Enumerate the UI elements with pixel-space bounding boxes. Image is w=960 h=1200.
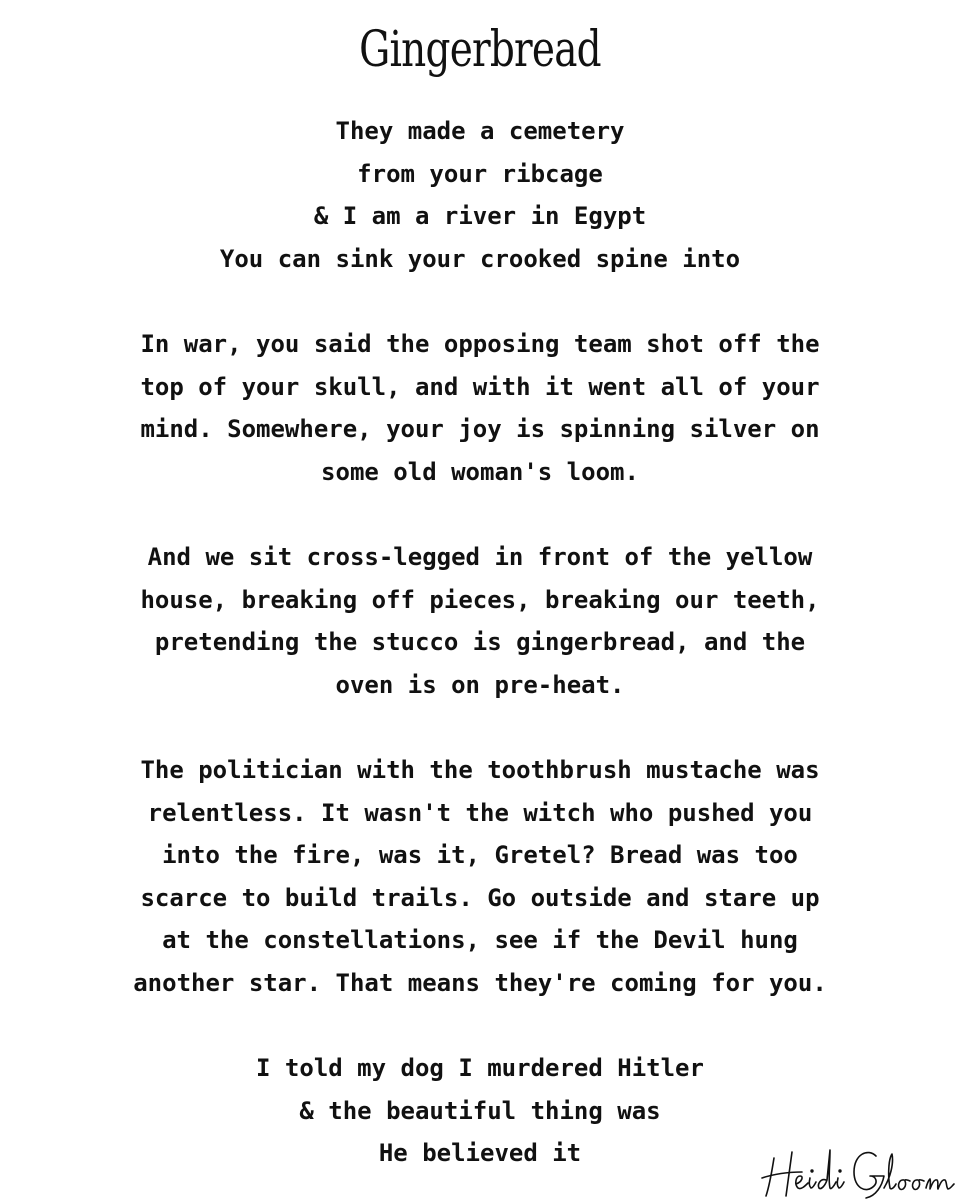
poem-body [0,110,960,1175]
poem-line: & the beautiful thing was [299,1096,661,1125]
poem-line: oven is on pre-heat. [335,670,625,699]
stanza-break [0,493,960,536]
poem-line: The politician with the toothbrush mustache was [140,755,820,784]
stanza-2 [0,323,960,493]
poem-line: mind. Somewhere, your joy is spinning silver on [140,415,820,444]
poem-line: He believed it [378,1139,582,1168]
poem-line: They made a cemetery [335,117,625,145]
poem-line: & I am a river in Egypt [313,202,647,231]
poem-line: relentless. It wasn't the witch who pushed you [147,798,813,827]
poem-line: from your ribcage [357,159,603,188]
poem-line: pretending the stucco is gingerbread, and the [154,628,806,657]
poem-line: I told my dog I murdered Hitler [256,1054,704,1083]
poem-line: some old woman's loom. [321,457,639,486]
poem-line: at the constellations, see if the Devil hung [162,926,798,955]
poem-title: Gingerbread [359,20,601,78]
stanza-3 [0,536,960,706]
stanza-break [0,1004,960,1047]
stanza-4 [0,749,960,1005]
poem-line: You can sink your crooked spine into [219,244,741,273]
poem-line: And we sit cross-legged in front of the yellow [147,542,813,571]
poem-line: scarce to build trails. Go outside and stare up [140,883,820,912]
poem-line: another star. That means they're coming for you. [133,968,827,997]
stanza-break [0,706,960,749]
poem-line: top of your skull, and with it went all of your [140,372,820,401]
stanza-break [0,280,960,323]
signature [758,1138,958,1200]
poem-line: In war, you said the opposing team shot off the [140,329,820,358]
poem-line: into the fire, was it, Gretel? Bread was too [162,841,798,870]
poem-line: house, breaking off pieces, breaking our teeth, [140,585,820,614]
stanza-1 [0,110,960,280]
